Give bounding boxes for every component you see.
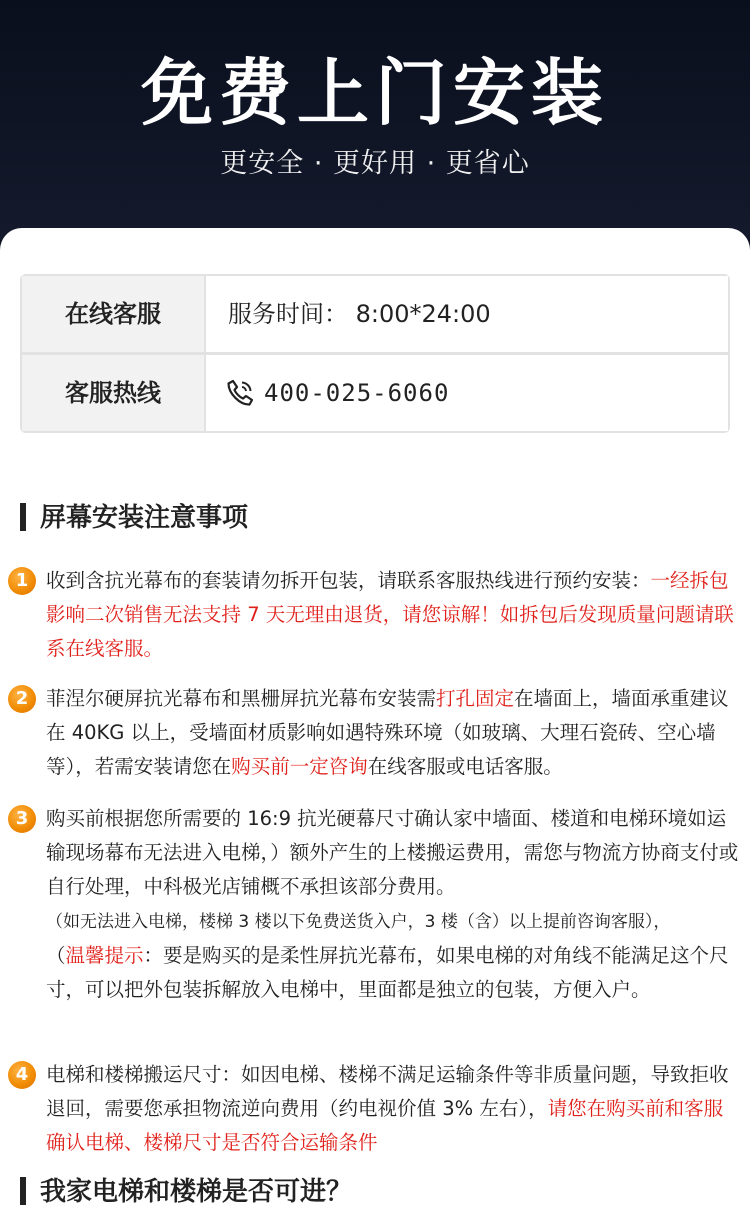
- notice-item-3-text: [46, 802, 742, 1007]
- notice-section-title: [20, 500, 248, 536]
- online-service-label: 在线客服: [22, 276, 204, 352]
- content-card: [0, 228, 750, 1231]
- notice-item-2-part-3: 在线客服或电话客服。: [367, 755, 563, 778]
- hotline-label: 客服热线: [22, 355, 204, 431]
- service-hours-value: 服务时间： 8:00*24:00: [228, 300, 491, 328]
- elevator-section-title: [20, 1174, 352, 1210]
- notice-item-2-part-1: 菲涅尔硬屏抗光幕布和黑栅屏抗光幕布安装需: [46, 687, 437, 710]
- notice-item-2-text: [46, 682, 742, 784]
- notice-item-3-tip-label: 温馨提示: [65, 944, 144, 967]
- hotline-number[interactable]: 400-025-6060: [264, 379, 450, 407]
- service-hours-row: [22, 276, 728, 352]
- notice-item-2-highlight-2: 购买前一定咨询: [231, 755, 368, 778]
- section-bar: [20, 503, 26, 531]
- notice-item-4-warning: 请您在购买前和客服确认电梯、楼梯尺寸是否符合运输条件: [46, 1097, 724, 1154]
- notice-item-1-part-1: 收到含抗光幕布的套装请勿拆开包装，请联系客服热线进行预约安装：: [46, 569, 651, 592]
- notice-item-3-part-1: 购买前根据您所需要的 16:9 抗光硬幕尺寸确认家中墙面、楼道和电梯环境如运输现场幕布无法进入电梯，）额外产生的上楼搬运费用，需您与物流方协商支付或自行处理，中科极光店铺概不承担该部分费用。: [46, 807, 739, 898]
- notice-item-4-text: [46, 1058, 742, 1160]
- hotline-value-cell[interactable]: [206, 355, 728, 431]
- notice-item-1-warning: 一经拆包影响二次销售无法支持 7 天无理由退货，请您谅解！如拆包后发现质量问题请联系在线客服。: [46, 569, 734, 660]
- section-bar: [20, 1177, 26, 1205]
- service-info-table: [20, 274, 730, 433]
- notice-item-2-highlight-1: 打孔固定: [436, 687, 515, 710]
- hero-title: 免费上门安装: [140, 51, 609, 135]
- number-badge-icon: 2: [8, 685, 36, 713]
- notice-title-text: 屏幕安装注意事项: [40, 503, 249, 533]
- hero-subtitle: 更安全 · 更好用 · 更省心: [220, 148, 530, 179]
- phone-icon: [224, 377, 256, 409]
- notice-item-3-tip-text: ：要是购买的是柔性屏抗光幕布，如果电梯的对角线不能满足这个尺寸，可以把外包装拆解放入电梯中，里面都是独立的包装，方便入户。: [46, 944, 729, 1001]
- number-badge-icon: 1: [8, 567, 36, 595]
- elevator-title-text: 我家电梯和楼梯是否可进？: [40, 1177, 353, 1207]
- number-badge-icon: 4: [8, 1061, 36, 1089]
- notice-item-1-text: [46, 564, 742, 666]
- hero-banner: [0, 0, 750, 240]
- number-badge-icon: 3: [8, 805, 36, 833]
- notice-item-3-stairs-note: （如无法进入电梯，楼梯 3 楼以下免费送货入户，3 楼（含）以上提前咨询客服），: [46, 912, 671, 932]
- hotline-row: [22, 355, 728, 431]
- service-hours-value-cell: [206, 276, 728, 352]
- notice-item-4-part-1: 电梯和楼梯搬运尺寸：如因电梯、楼梯不满足运输条件等非质量问题，导致拒收退回，需要您承担物流逆向费用（约电视价值 3% 左右），: [46, 1063, 729, 1120]
- notice-item-3-paren: （: [46, 944, 66, 967]
- notice-item-2-part-2: 在墙面上，墙面承重建议在 40KG 以上，受墙面材质影响如遇特殊环境（如玻璃、大理石瓷砖、空心墙等），若需安装请您在: [46, 687, 729, 778]
